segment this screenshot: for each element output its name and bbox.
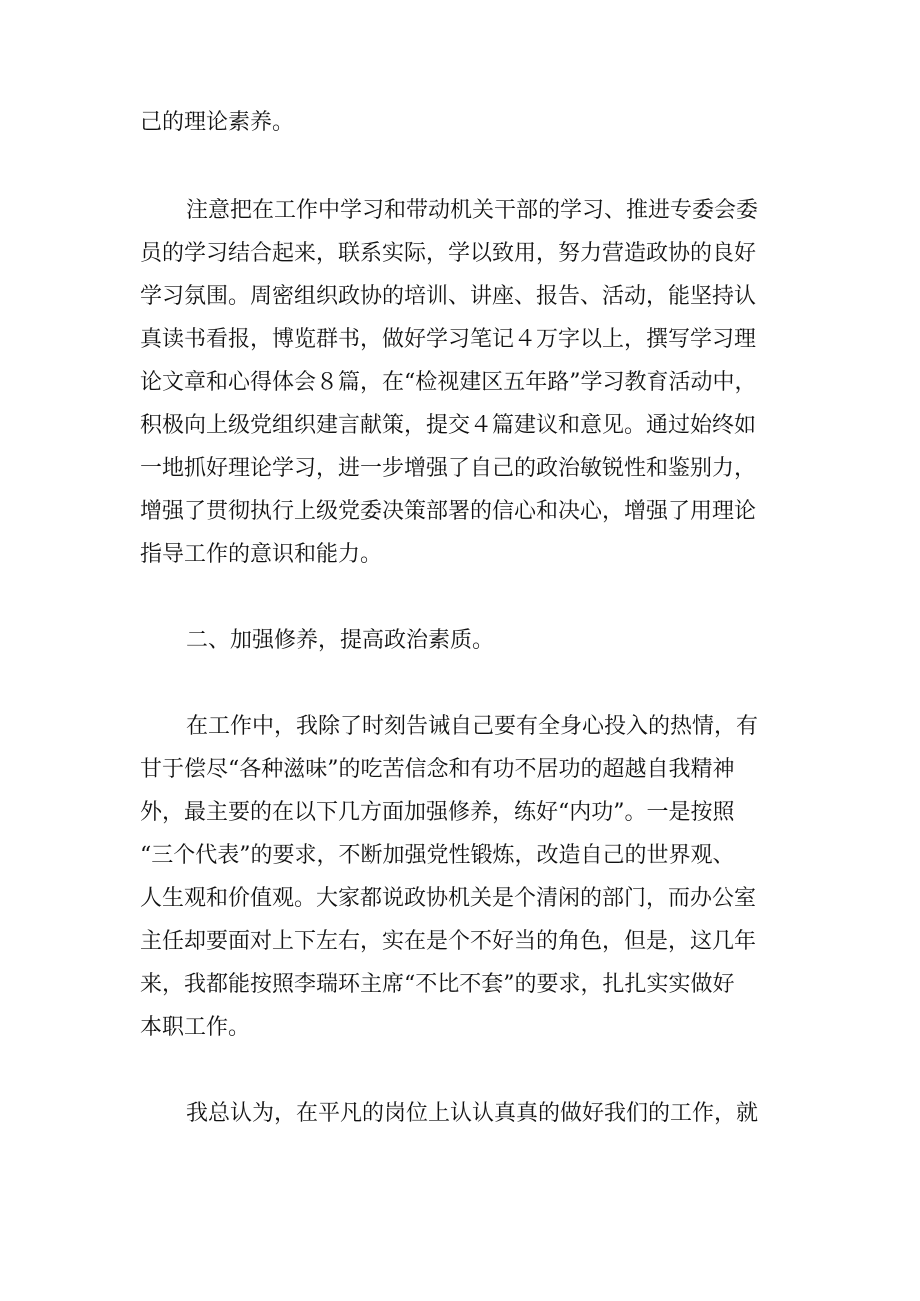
paragraph-line: 外，最主要的在以下几方面加强修养，练好“内功”。一是按照 — [140, 800, 735, 825]
paragraph-line: 员的学习结合起来，联系实际，学以致用，努力营造政协的良好 — [140, 241, 757, 266]
paragraph-line: 本职工作。 — [140, 1015, 251, 1040]
paragraph-line: 指导工作的意识和能力。 — [140, 542, 383, 567]
paragraph-line: 一地抓好理论学习，进一步增强了自己的政治敏锐性和鉴别力， — [140, 456, 757, 481]
paragraph-line: 来，我都能按照李瑞环主席“不比不套”的要求，扎扎实实做好 — [140, 972, 735, 997]
paragraph-line: 真读书看报，博览群书，做好学习笔记４万字以上，撰写学习理 — [140, 327, 757, 352]
paragraph-line: 在工作中，我除了时刻告诫自己要有全身心投入的热情，有 — [186, 714, 759, 739]
section-heading: 二、加强修养，提高政治素质。 — [186, 628, 495, 653]
paragraph-line: 己的理论素养。 — [140, 110, 295, 135]
paragraph-line: 增强了贯彻执行上级党委决策部署的信心和决心，增强了用理论 — [140, 499, 757, 524]
paragraph-line: “三个代表”的要求，不断加强党性锻炼，改造自己的世界观、 — [140, 843, 735, 868]
paragraph-line: 我总认为，在平凡的岗位上认认真真的做好我们的工作，就 — [186, 1101, 759, 1126]
paragraph-line: 积极向上级党组织建言献策，提交４篇建议和意见。通过始终如 — [140, 413, 757, 438]
paragraph-line: 人生观和价值观。大家都说政协机关是个清闲的部门，而办公室 — [140, 886, 757, 911]
paragraph-line: 学习氛围。周密组织政协的培训、讲座、报告、活动，能坚持认 — [140, 284, 757, 309]
paragraph-line: 注意把在工作中学习和带动机关干部的学习、推进专委会委 — [186, 198, 759, 223]
paragraph-line: 甘于偿尽“各种滋味”的吃苦信念和有功不居功的超越自我精神 — [140, 757, 735, 782]
paragraph-line: 主任却要面对上下左右，实在是个不好当的角色，但是，这几年 — [140, 929, 757, 954]
paragraph-line: 论文章和心得体会８篇，在“检视建区五年路”学习教育活动中， — [140, 370, 757, 395]
